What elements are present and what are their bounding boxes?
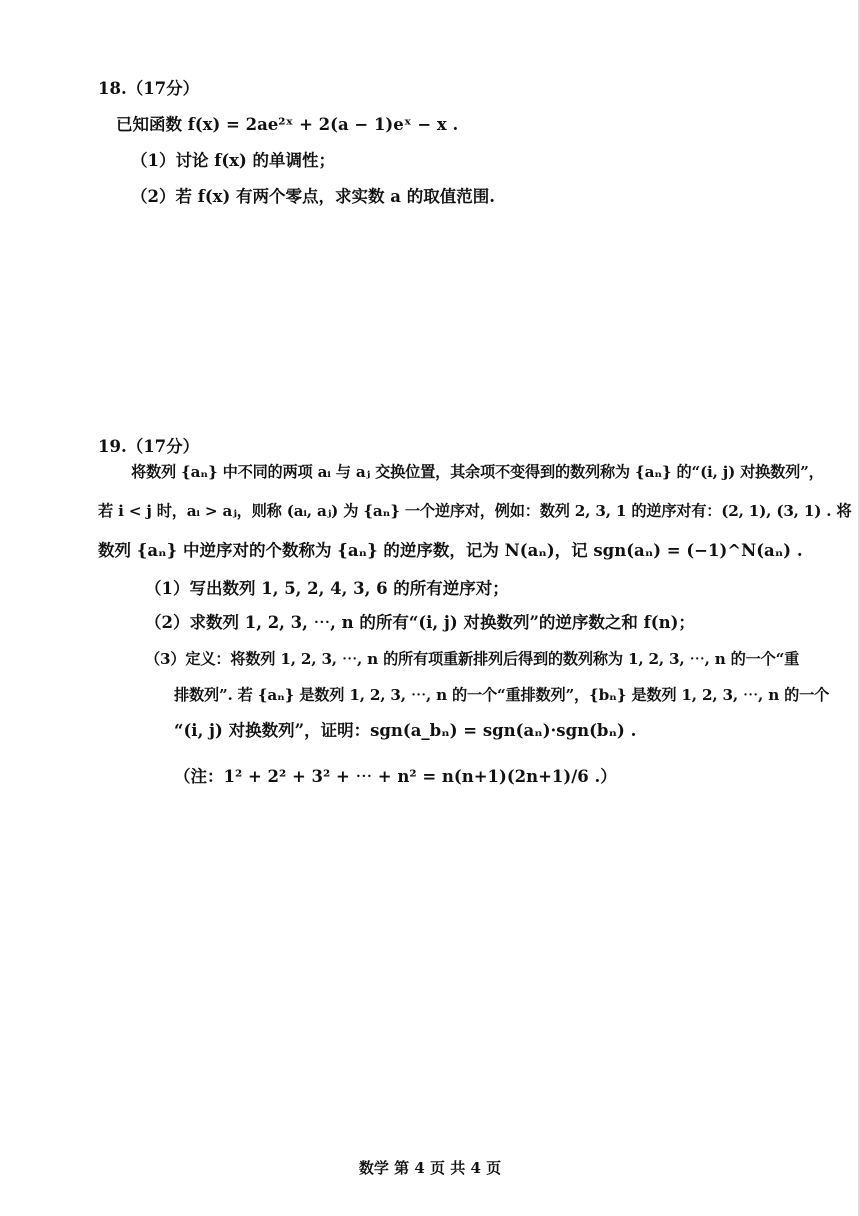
q19-part3-line3: “(i, j) 对换数列”，证明：sgn(a_bₙ) = sgn(aₙ)·sgn(bₙ) . xyxy=(174,721,637,740)
q19-line3: 数列 {aₙ} 中逆序对的个数称为 {aₙ} 的逆序数，记为 N(aₙ)，记 sgn(aₙ) = (−1)^N(aₙ) . xyxy=(98,541,803,560)
q19-line2: 若 i < j 时，aᵢ > aⱼ，则称 (aᵢ, aⱼ) 为 {aₙ} 一个逆序对，例如：数列 2, 3, 1 的逆序对有：(2, 1), (3, 1) . 将 xyxy=(98,502,852,520)
q19-title: 19.（17分） xyxy=(98,437,200,456)
q19-part3-line2: 排数列”. 若 {aₙ} 是数列 1, 2, 3, ⋯, n 的一个“重排数列”，{bₙ} 是数列 1, 2, 3, ⋯, n 的一个 xyxy=(174,686,830,704)
q19-part2: （2）求数列 1, 2, 3, ⋯, n 的所有“(i, j) 对换数列”的逆序数之和 f(n)； xyxy=(145,613,695,632)
q18-title: 18.（17分） xyxy=(98,79,200,98)
q18-part1: （1）讨论 f(x) 的单调性； xyxy=(131,151,336,170)
q19-line1: 将数列 {aₙ} 中不同的两项 aᵢ 与 aⱼ 交换位置，其余项不变得到的数列称为 {aₙ} 的“(i, j) 对换数列”， xyxy=(131,463,824,481)
q19-part1: （1）写出数列 1, 5, 2, 4, 3, 6 的所有逆序对； xyxy=(145,579,509,598)
q18-stem: 已知函数 f(x) = 2ae²ˣ + 2(a − 1)eˣ − x . xyxy=(116,115,459,134)
page-footer: 数学 第 4 页 共 4 页 xyxy=(358,1159,502,1177)
q18-part2: （2）若 f(x) 有两个零点，求实数 a 的取值范围. xyxy=(131,187,495,206)
q19-part3-line1: （3）定义：将数列 1, 2, 3, ⋯, n 的所有项重新排列后得到的数列称为 1, 2, 3, ⋯, n 的一个“重 xyxy=(145,650,800,668)
q19-note: （注：1² + 2² + 3² + ⋯ + n² = n(n+1)(2n+1)/6 .） xyxy=(174,767,617,786)
